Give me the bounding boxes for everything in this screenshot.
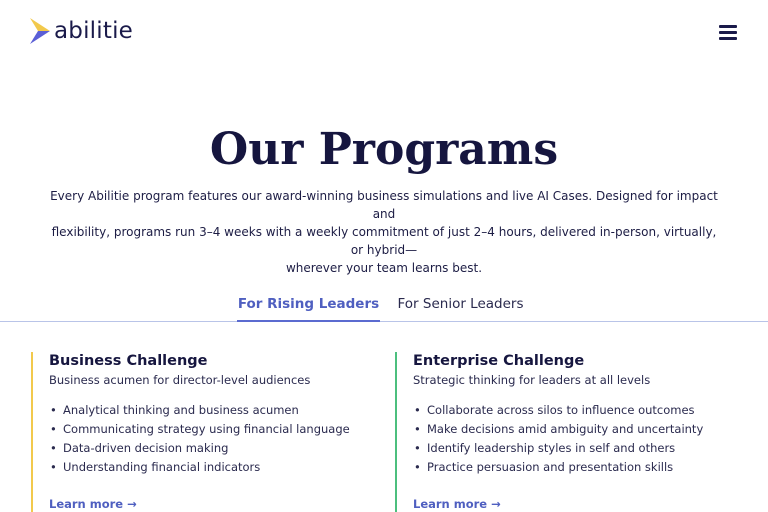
list-item: • Practice persuasion and presentation skills (413, 458, 740, 477)
intro-line: wherever your team learns best. (285, 261, 483, 275)
intro-line: Every Abilitie program features our award-winning business simulations and live AI Cases. Designed for impact and (50, 189, 718, 221)
list-item: • Data-driven decision making (49, 439, 371, 458)
list-item: • Communicating strategy using financial language (49, 420, 371, 439)
logo-text: abilitie (54, 18, 134, 44)
program-tabs (0, 292, 768, 322)
program-card-enterprise-challenge (395, 352, 740, 512)
card-subtitle: Business acumen for director-level audiences (49, 373, 311, 387)
site-header (0, 0, 768, 64)
card-title: Business Challenge (49, 353, 208, 369)
card-title: Enterprise Challenge (413, 353, 585, 369)
list-item: • Analytical thinking and business acumen (49, 401, 371, 420)
abilitie-logo[interactable] (30, 17, 133, 45)
intro-paragraph (48, 187, 720, 277)
list-item: • Understanding financial indicators (49, 458, 371, 477)
card-subtitle: Strategic thinking for leaders at all levels (413, 373, 651, 387)
page-title: Our Programs (209, 124, 559, 175)
hamburger-menu-icon[interactable] (716, 22, 740, 42)
learn-more-link[interactable]: Learn more → (49, 497, 137, 511)
list-item: • Collaborate across silos to influence outcomes (413, 401, 740, 420)
list-item: • Make decisions amid ambiguity and uncertainty (413, 420, 740, 439)
tab-senior-leaders[interactable]: For Senior Leaders (397, 296, 524, 312)
list-item: • Identify leadership styles in self and others (413, 439, 740, 458)
logo-mark-icon (30, 18, 52, 44)
card-bullet-list (413, 401, 740, 477)
learn-more-link[interactable]: Learn more → (413, 497, 501, 511)
program-card-business-challenge (31, 352, 371, 512)
tab-rising-leaders[interactable]: For Rising Leaders (237, 292, 380, 322)
intro-line: flexibility, programs run 3–4 weeks with a weekly commitment of just 2–4 hours, delivered in-person, virtually, or hybrid— (51, 225, 717, 257)
card-bullet-list (49, 401, 371, 477)
